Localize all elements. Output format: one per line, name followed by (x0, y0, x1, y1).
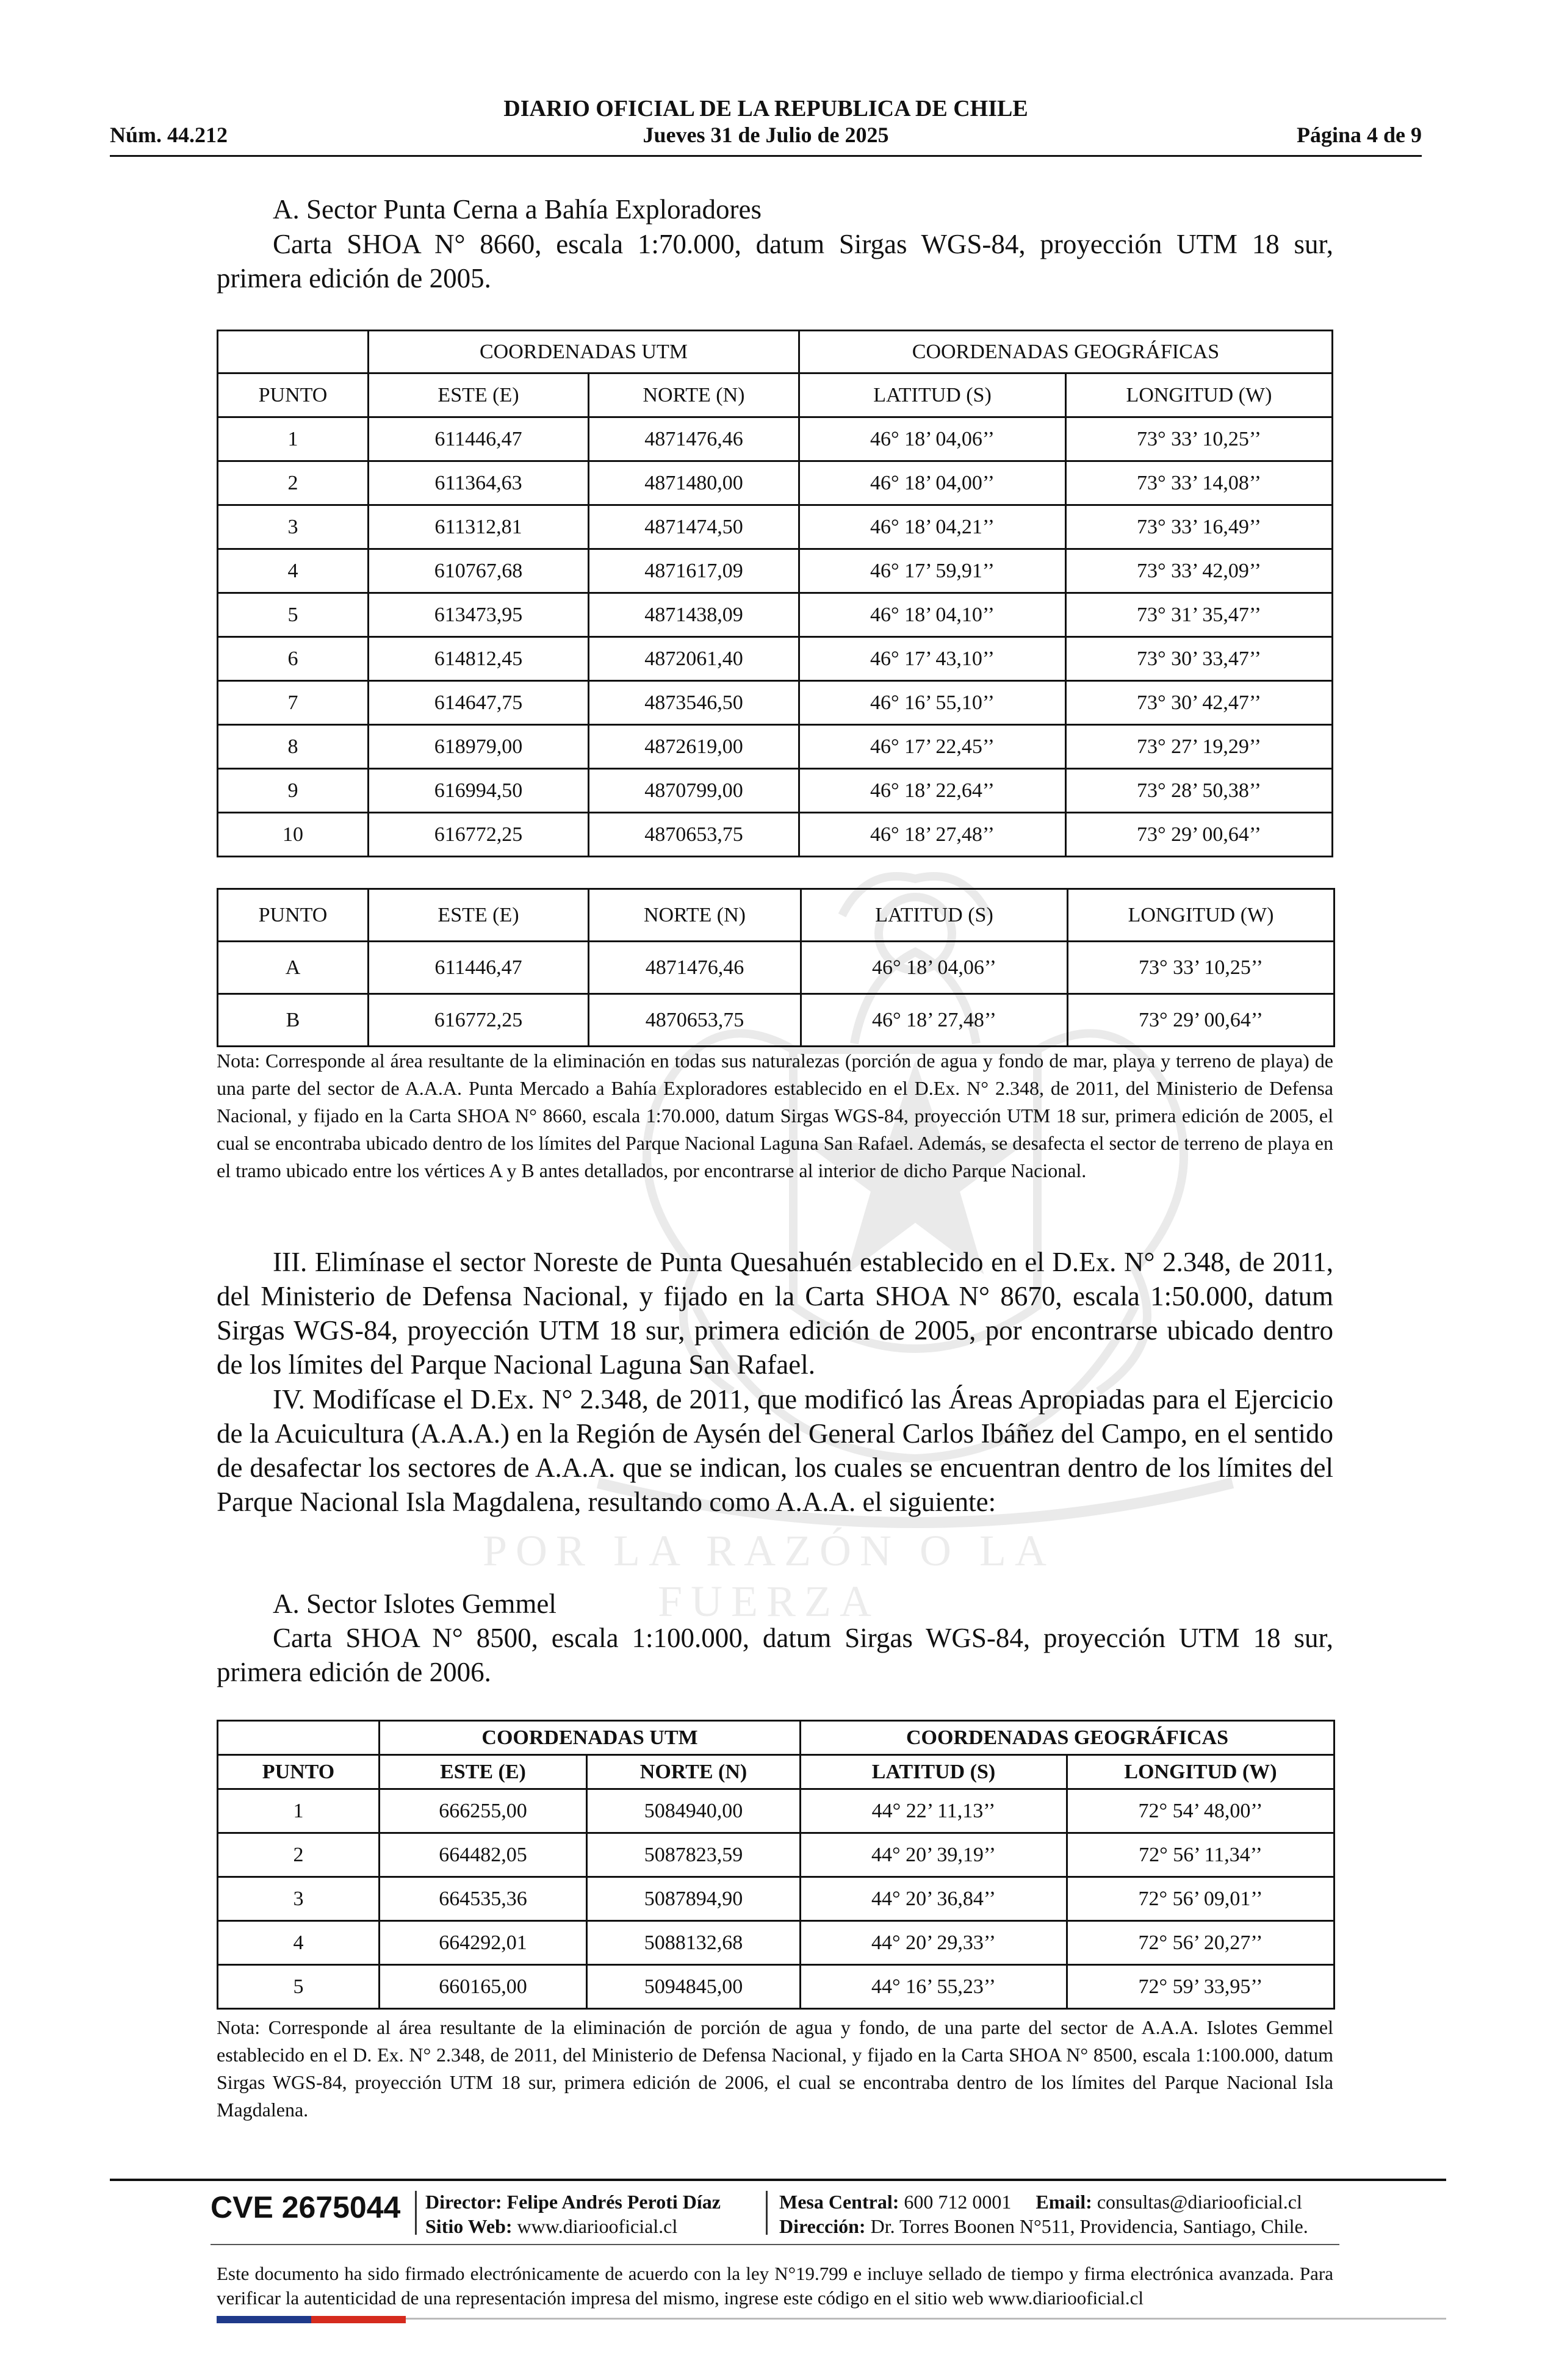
cell: 614647,75 (369, 681, 589, 725)
table-row (218, 813, 1333, 857)
cell: 611446,47 (369, 417, 589, 461)
col-header-latitud: LATITUD (S) (799, 373, 1065, 417)
watermark-motto: POR LA RAZÓN O LA FUERZA (482, 1526, 1056, 1626)
cell: 4871617,09 (589, 549, 799, 593)
cell: 5087823,59 (587, 1833, 801, 1877)
address-text: Dr. Torres Boonen N°511, Providencia, Santiago, Chile. (870, 2215, 1308, 2237)
section-a-heading: A. Sector Punta Cerna a Bahía Exploradores (273, 194, 762, 225)
issue-date: Jueves 31 de Julio de 2025 (643, 123, 889, 147)
footer-divider (110, 2179, 1446, 2181)
footer-separator (766, 2191, 768, 2235)
flag-stripe-blue (217, 2316, 311, 2323)
cell: 46° 16’ 55,10’’ (799, 681, 1065, 725)
group-header-utm: COORDENADAS UTM (380, 1721, 801, 1755)
cell: 73° 33’ 14,08’’ (1065, 461, 1332, 505)
cell: 46° 17’ 22,45’’ (799, 725, 1065, 769)
cell: 5084940,00 (587, 1789, 801, 1833)
table-row (218, 1921, 1334, 1965)
table-row (218, 637, 1333, 681)
cell: 664292,01 (380, 1921, 587, 1965)
cell: 44° 16’ 55,23’’ (801, 1965, 1067, 2009)
director-name: Felipe Andrés Peroti Díaz (506, 2191, 721, 2213)
col-header-punto: PUNTO (218, 1755, 380, 1789)
section-b-heading: A. Sector Islotes Gemmel (273, 1588, 556, 1619)
cell: 46° 18’ 27,48’’ (799, 813, 1065, 857)
cell: 73° 30’ 33,47’’ (1065, 637, 1332, 681)
cell: 46° 18’ 04,10’’ (799, 593, 1065, 637)
group-header-utm: COORDENADAS UTM (369, 331, 799, 373)
table-row (218, 505, 1333, 549)
cell: 613473,95 (369, 593, 589, 637)
cell: 6 (218, 637, 369, 681)
col-header-este: ESTE (E) (369, 373, 589, 417)
cell: 4871438,09 (589, 593, 799, 637)
col-header-latitud: LATITUD (S) (801, 889, 1068, 942)
web-label: Sitio Web: (425, 2215, 513, 2237)
table-row (218, 1877, 1334, 1921)
cell: 73° 33’ 10,25’’ (1068, 942, 1334, 994)
cell: A (218, 942, 369, 994)
section-a-paragraph: Carta SHOA N° 8660, escala 1:70.000, datum Sirgas WGS-84, proyección UTM 18 sur, primera edición de 2005. (217, 229, 1333, 294)
page-number: Página 4 de 9 (1296, 123, 1422, 147)
cell: 664482,05 (380, 1833, 587, 1877)
paragraph-iii: III. Elimínase el sector Noreste de Punta Quesahuén establecido en el D.Ex. N° 2.348, de 2011, del Ministerio de Defensa Nacional, y fijado en la Carta SHOA N° 8670, escala 1:50.000, datum Sirgas WGS-84, proyección UTM 18 sur, primera edición de 2005, por encontrarse ubicado dentro de los límites del Parque Nacional Laguna San Rafael. (217, 1247, 1333, 1380)
cell: 614812,45 (369, 637, 589, 681)
empty-header-cell (218, 331, 369, 373)
cell: 3 (218, 505, 369, 549)
cell: 72° 54’ 48,00’’ (1067, 1789, 1334, 1833)
col-header-norte: NORTE (N) (589, 889, 801, 942)
cell: 5094845,00 (587, 1965, 801, 2009)
cell: 4870653,75 (589, 813, 799, 857)
cell: 616772,25 (369, 813, 589, 857)
newspaper-title: DIARIO OFICIAL DE LA REPUBLICA DE CHILE (503, 96, 1028, 121)
table-row (218, 1965, 1334, 2009)
cell: 660165,00 (380, 1965, 587, 2009)
table-row (218, 725, 1333, 769)
col-header-longitud: LONGITUD (W) (1067, 1755, 1334, 1789)
cell: 616772,25 (369, 994, 589, 1047)
cve-code: CVE 2675044 (211, 2190, 401, 2224)
cell: 4871476,46 (589, 417, 799, 461)
cell: 4872619,00 (589, 725, 799, 769)
cell: 73° 28’ 50,38’’ (1065, 769, 1332, 813)
empty-header-cell (218, 1721, 380, 1755)
cell: 2 (218, 461, 369, 505)
col-header-longitud: LONGITUD (W) (1068, 889, 1334, 942)
col-header-punto: PUNTO (218, 373, 369, 417)
cell: 9 (218, 769, 369, 813)
cell: 73° 29’ 00,64’’ (1068, 994, 1334, 1047)
cell: 73° 30’ 42,47’’ (1065, 681, 1332, 725)
table-row (218, 942, 1334, 994)
note-1: Nota: Corresponde al área resultante de la eliminación en todas sus naturalezas (porción de agua y fondo de mar, playa y terreno de playa) de una parte del sector de A.A.A. Punta Mercado a Bahía Exploradores establecido en el D.Ex. N° 2.348, de 2011, del Ministerio de Defensa Nacional, y fijado en la Carta SHOA N° 8660, escala 1:70.000, datum Sirgas WGS-84, proyección UTM 18 sur, primera edición de 2005, el cual se encontraba ubicado dentro de los límites del Parque Nacional Laguna San Rafael. Además, se desafecta el sector de terreno de playa en el tramo ubicado entre los vértices A y B antes detallados, por encontrarse al interior de dicho Parque Nacional. (217, 1050, 1333, 1181)
cell: 73° 31’ 35,47’’ (1065, 593, 1332, 637)
cell: 44° 20’ 29,33’’ (801, 1921, 1067, 1965)
cell: 44° 22’ 11,13’’ (801, 1789, 1067, 1833)
cell: 73° 33’ 42,09’’ (1065, 549, 1332, 593)
group-header-geo: COORDENADAS GEOGRÁFICAS (799, 331, 1332, 373)
coordinates-table-2 (217, 888, 1335, 1047)
cell: 46° 18’ 27,48’’ (801, 994, 1068, 1047)
footer-contact-block (779, 2190, 1308, 2238)
cell: 73° 27’ 19,29’’ (1065, 725, 1332, 769)
paragraph-iv: IV. Modifícase el D.Ex. N° 2.348, de 2011, que modificó las Áreas Apropiadas para el Ejercicio de la Acuicultura (A.A.A.) en la Región de Aysén del General Carlos Ibáñez del Campo, en el sentido de desafectar los sectores de A.A.A. que se indican, los cuales se encuentran dentro de los límites del Parque Nacional Isla Magdalena, resultando como A.A.A. el siguiente: (217, 1384, 1333, 1517)
col-header-longitud: LONGITUD (W) (1065, 373, 1332, 417)
cell: 44° 20’ 39,19’’ (801, 1833, 1067, 1877)
central-label: Mesa Central: (779, 2191, 899, 2213)
cell: 2 (218, 1833, 380, 1877)
cell: 5087894,90 (587, 1877, 801, 1921)
cell: 5 (218, 593, 369, 637)
cell: 4873546,50 (589, 681, 799, 725)
cell: 10 (218, 813, 369, 857)
col-header-norte: NORTE (N) (587, 1755, 801, 1789)
coordinates-table-3 (217, 1720, 1335, 2010)
coordinates-table-1 (217, 330, 1333, 857)
address-label: Dirección: (779, 2215, 866, 2237)
cell: 616994,50 (369, 769, 589, 813)
col-header-norte: NORTE (N) (589, 373, 799, 417)
table-row (218, 593, 1333, 637)
cell: 611312,81 (369, 505, 589, 549)
table-row (218, 417, 1333, 461)
col-header-este: ESTE (E) (369, 889, 589, 942)
cell: 46° 17’ 43,10’’ (799, 637, 1065, 681)
cell: 8 (218, 725, 369, 769)
cell: 4 (218, 1921, 380, 1965)
cell: 46° 18’ 04,06’’ (799, 417, 1065, 461)
table-row (218, 769, 1333, 813)
cell: 72° 56’ 11,34’’ (1067, 1833, 1334, 1877)
cell: 5 (218, 1965, 380, 2009)
cell: 4 (218, 549, 369, 593)
table-row (218, 1789, 1334, 1833)
cell: 46° 18’ 04,00’’ (799, 461, 1065, 505)
cell: 4870653,75 (589, 994, 801, 1047)
table-row (218, 1833, 1334, 1877)
footer-separator (415, 2191, 417, 2235)
central-phone: 600 712 0001 (904, 2191, 1012, 2213)
cell: 46° 18’ 22,64’’ (799, 769, 1065, 813)
cell: 618979,00 (369, 725, 589, 769)
cell: B (218, 994, 369, 1047)
col-header-latitud: LATITUD (S) (801, 1755, 1067, 1789)
footer-divider-thin (211, 2244, 1339, 2245)
cell: 4871480,00 (589, 461, 799, 505)
cell: 7 (218, 681, 369, 725)
table-row (218, 681, 1333, 725)
cell: 1 (218, 1789, 380, 1833)
cell: 72° 56’ 20,27’’ (1067, 1921, 1334, 1965)
cell: 73° 33’ 16,49’’ (1065, 505, 1332, 549)
cell: 4871476,46 (589, 942, 801, 994)
cell: 5088132,68 (587, 1921, 801, 1965)
table-row (218, 461, 1333, 505)
cell: 4870799,00 (589, 769, 799, 813)
footer-director-block (425, 2190, 721, 2238)
cell: 73° 33’ 10,25’’ (1065, 417, 1332, 461)
group-header-geo: COORDENADAS GEOGRÁFICAS (801, 1721, 1334, 1755)
table-row (218, 994, 1334, 1047)
cell: 4872061,40 (589, 637, 799, 681)
cell: 44° 20’ 36,84’’ (801, 1877, 1067, 1921)
cell: 4871474,50 (589, 505, 799, 549)
cell: 72° 59’ 33,95’’ (1067, 1965, 1334, 2009)
section-b-paragraph: Carta SHOA N° 8500, escala 1:100.000, datum Sirgas WGS-84, proyección UTM 18 sur, primera edición de 2006. (217, 1623, 1333, 1687)
cell: 610767,68 (369, 549, 589, 593)
cell: 3 (218, 1877, 380, 1921)
col-header-este: ESTE (E) (380, 1755, 587, 1789)
legal-notice: Este documento ha sido firmado electrónicamente de acuerdo con la ley N°19.799 e incluye sellado de tiempo y firma electrónica avanzada. Para verificar la autenticidad de una representación impresa del mismo, ingrese este código en el sitio web www.diariooficial.cl (217, 2263, 1333, 2309)
cell: 664535,36 (380, 1877, 587, 1921)
cell: 611364,63 (369, 461, 589, 505)
email-label: Email: (1036, 2191, 1092, 2213)
email-link[interactable]: consultas@diariooficial.cl (1097, 2191, 1302, 2213)
header-divider (110, 155, 1422, 157)
cell: 1 (218, 417, 369, 461)
cell: 46° 17’ 59,91’’ (799, 549, 1065, 593)
director-label: Director: (425, 2191, 502, 2213)
web-link[interactable]: www.diariooficial.cl (517, 2215, 678, 2237)
footer-bottom-line (406, 2318, 1446, 2320)
issue-number: Núm. 44.212 (110, 123, 228, 147)
flag-stripe-red (311, 2316, 406, 2323)
col-header-punto: PUNTO (218, 889, 369, 942)
table-row (218, 549, 1333, 593)
cell: 611446,47 (369, 942, 589, 994)
cell: 73° 29’ 00,64’’ (1065, 813, 1332, 857)
cell: 72° 56’ 09,01’’ (1067, 1877, 1334, 1921)
cell: 666255,00 (380, 1789, 587, 1833)
cell: 46° 18’ 04,21’’ (799, 505, 1065, 549)
cell: 46° 18’ 04,06’’ (801, 942, 1068, 994)
note-2: Nota: Corresponde al área resultante de la eliminación de porción de agua y fondo, de una parte del sector de A.A.A. Islotes Gemmel establecido en el D. Ex. N° 2.348, de 2011, del Ministerio de Defensa Nacional, y fijado en la Carta SHOA N° 8500, escala 1:100.000, datum Sirgas WGS-84, proyección UTM 18 sur, primera edición de 2006, el cual se encontraba dentro de los límites del Parque Nacional Isla Magdalena. (217, 2016, 1333, 2121)
